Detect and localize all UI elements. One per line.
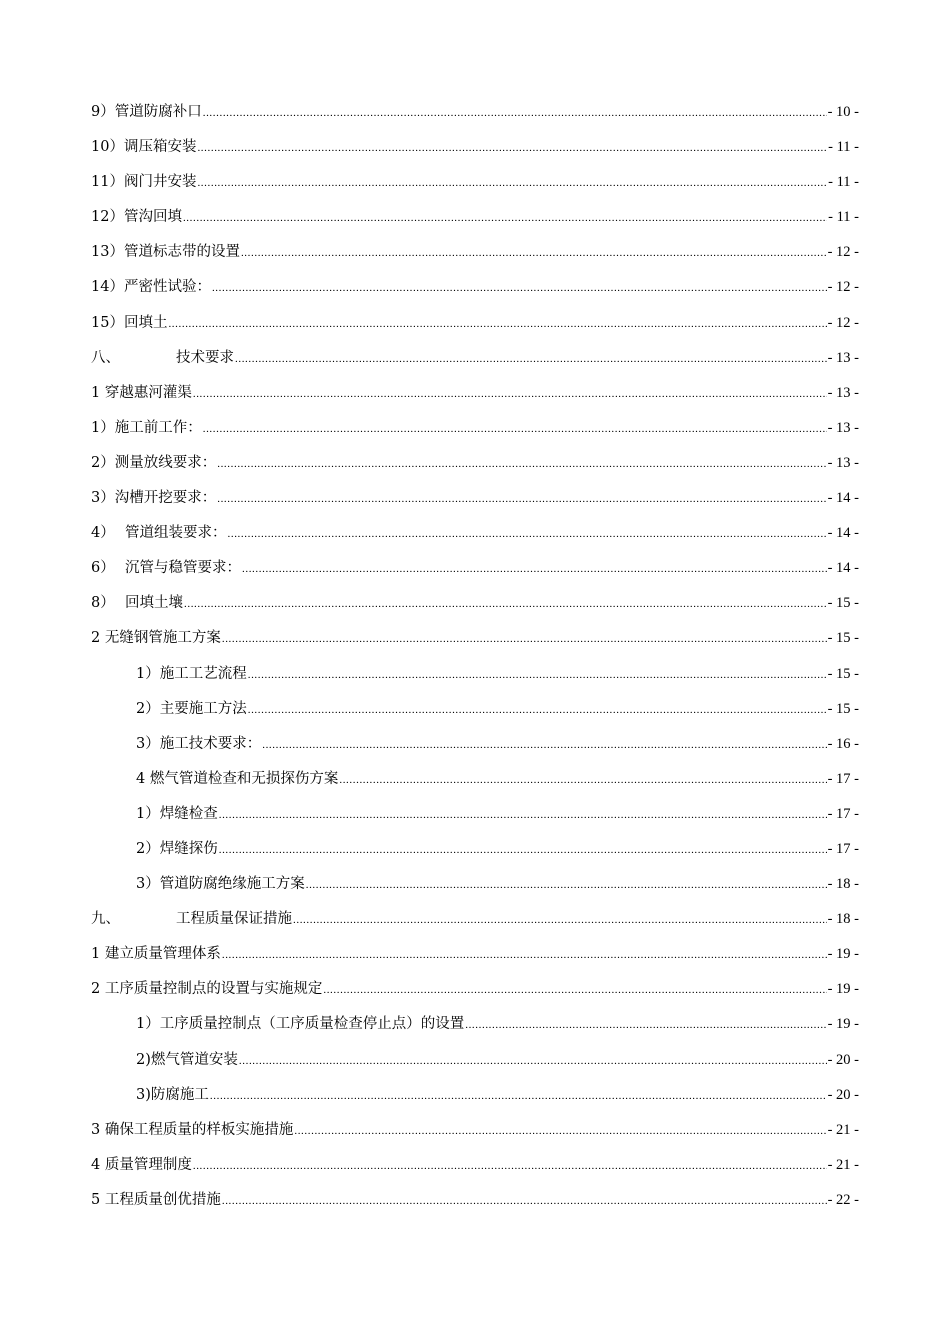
- toc-page-number: - 15 -: [827, 630, 859, 647]
- toc-entry[interactable]: [91, 558, 859, 593]
- toc-page-number: - 22 -: [827, 1191, 859, 1208]
- toc-entry[interactable]: [91, 593, 859, 628]
- toc-entry-indented[interactable]: [91, 664, 859, 699]
- toc-dot-leader: [248, 665, 827, 685]
- toc-dot-leader: [242, 559, 827, 579]
- toc-entry[interactable]: [91, 277, 859, 312]
- toc-entry-indented[interactable]: [91, 699, 859, 734]
- toc-entry-title: 八、 技术要求: [91, 349, 234, 366]
- toc-page-number: - 14 -: [827, 490, 859, 507]
- toc-entry-title: 1）工序质量控制点（工序质量检查停止点）的设置: [136, 1016, 465, 1033]
- toc-entry-title: 2)燃气管道安装: [136, 1051, 238, 1068]
- toc-entry-title: 3)防腐施工: [136, 1086, 209, 1103]
- toc-page-number: - 14 -: [827, 525, 859, 542]
- toc-page-number: - 17 -: [827, 840, 859, 857]
- toc-entry-title: 2）测量放线要求：: [91, 454, 217, 471]
- toc-entry[interactable]: [91, 172, 859, 207]
- toc-entry[interactable]: [91, 418, 859, 453]
- toc-page-number: - 12 -: [827, 314, 859, 331]
- toc-dot-leader: [203, 419, 827, 439]
- toc-entry-title: 4 燃气管道检查和无损探伤方案: [136, 770, 339, 787]
- toc-page-number: - 13 -: [827, 454, 859, 471]
- toc-dot-leader: [306, 875, 827, 895]
- toc-entry[interactable]: [91, 1155, 859, 1190]
- toc-entry-title: 6） 沉管与稳管要求：: [91, 560, 241, 577]
- toc-page-number: - 17 -: [827, 770, 859, 787]
- toc-dot-leader: [197, 173, 827, 193]
- toc-dot-leader: [222, 1191, 827, 1211]
- toc-entry[interactable]: [91, 102, 859, 137]
- toc-page-number: - 13 -: [827, 349, 859, 366]
- toc-dot-leader: [219, 805, 827, 825]
- toc-page-number: - 21 -: [827, 1156, 859, 1173]
- toc-dot-leader: [168, 314, 826, 334]
- toc-page-number: - 11 -: [828, 174, 859, 191]
- toc-entry[interactable]: [91, 488, 859, 523]
- toc-dot-leader: [248, 700, 827, 720]
- toc-dot-leader: [339, 770, 826, 790]
- toc-entry-title: 14）严密性试验：: [91, 279, 211, 296]
- toc-entry-title: 3）施工技术要求：: [136, 735, 262, 752]
- toc-dot-leader: [222, 629, 827, 649]
- toc-dot-leader: [293, 910, 827, 930]
- toc-page-number: - 19 -: [827, 1016, 859, 1033]
- toc-dot-leader: [465, 1015, 826, 1035]
- toc-entry[interactable]: [91, 313, 859, 348]
- toc-page-number: - 12 -: [827, 279, 859, 296]
- toc-entry-indented[interactable]: [91, 769, 859, 804]
- toc-page-number: - 19 -: [827, 981, 859, 998]
- toc-entry-title: 5 工程质量创优措施: [91, 1191, 221, 1208]
- toc-entry-title: 3）沟槽开挖要求：: [91, 490, 217, 507]
- toc-page-number: - 11 -: [828, 139, 859, 156]
- toc-entry-title: 11）阀门井安装: [91, 174, 197, 191]
- toc-entry-title: 10）调压箱安装: [91, 139, 197, 156]
- toc-entry[interactable]: [91, 979, 859, 1014]
- chapter-number: 八、: [91, 349, 120, 366]
- toc-dot-leader: [193, 1156, 827, 1176]
- toc-entry[interactable]: [91, 207, 859, 242]
- toc-entry-title: 1）焊缝检查: [136, 805, 218, 822]
- table-of-contents: [91, 102, 859, 1225]
- toc-page-number: - 11 -: [828, 209, 859, 226]
- toc-dot-leader: [197, 138, 827, 158]
- toc-page-number: - 14 -: [827, 560, 859, 577]
- toc-dot-leader: [217, 454, 826, 474]
- toc-dot-leader: [222, 945, 827, 965]
- toc-entry[interactable]: [91, 137, 859, 172]
- toc-entry-title: 九、 工程质量保证措施: [91, 911, 292, 928]
- toc-page-number: - 10 -: [827, 104, 859, 120]
- toc-entry[interactable]: [91, 242, 859, 277]
- toc-page-number: - 16 -: [827, 735, 859, 752]
- toc-page-number: - 18 -: [827, 876, 859, 893]
- toc-entry-title: 3）管道防腐绝缘施工方案: [136, 876, 305, 893]
- toc-dot-leader: [228, 524, 827, 544]
- toc-entry-title: 4） 管道组装要求：: [91, 525, 227, 542]
- toc-entry-indented[interactable]: [91, 1050, 859, 1085]
- toc-entry-indented[interactable]: [91, 839, 859, 874]
- toc-dot-leader: [239, 1051, 827, 1071]
- toc-entry-title: 1）施工前工作：: [91, 419, 202, 436]
- toc-entry-title: 4 质量管理制度: [91, 1156, 192, 1173]
- toc-entry-title: 9）管道防腐补口: [91, 104, 202, 120]
- toc-dot-leader: [219, 840, 827, 860]
- toc-page-number: - 13 -: [827, 384, 859, 401]
- toc-entry-title: 3 确保工程质量的样板实施措施: [91, 1121, 294, 1138]
- toc-dot-leader: [235, 349, 827, 369]
- toc-dot-leader: [193, 384, 827, 404]
- toc-entry-title: 12）管沟回填: [91, 209, 182, 226]
- toc-dot-leader: [217, 489, 826, 509]
- toc-entry-title: 2）焊缝探伤: [136, 840, 218, 857]
- toc-dot-leader: [184, 594, 827, 614]
- toc-page-number: - 13 -: [827, 419, 859, 436]
- toc-entry[interactable]: [91, 453, 859, 488]
- toc-page-number: - 12 -: [827, 244, 859, 261]
- toc-entry[interactable]: [91, 1190, 859, 1225]
- toc-entry-indented[interactable]: [91, 1085, 859, 1120]
- toc-entry-indented[interactable]: [91, 734, 859, 769]
- toc-entry-title: 1 穿越惠河灌渠: [91, 384, 192, 401]
- toc-page-number: - 18 -: [827, 911, 859, 928]
- toc-entry-chapter[interactable]: [91, 909, 859, 944]
- toc-entry-title: 2 无缝钢管施工方案: [91, 630, 221, 647]
- toc-entry[interactable]: [91, 1120, 859, 1155]
- toc-entry-title: 2 工序质量控制点的设置与实施规定: [91, 981, 323, 998]
- toc-entry-title: 2）主要施工方法: [136, 700, 247, 717]
- toc-page-number: - 15 -: [827, 595, 859, 612]
- toc-dot-leader: [212, 278, 827, 298]
- toc-entry-indented[interactable]: [91, 874, 859, 909]
- toc-page-number: - 19 -: [827, 946, 859, 963]
- toc-page-number: - 20 -: [827, 1086, 859, 1103]
- toc-dot-leader: [323, 980, 826, 1000]
- toc-entry[interactable]: [91, 628, 859, 663]
- toc-entry-title: 1）施工工艺流程: [136, 665, 247, 682]
- toc-page-number: - 21 -: [827, 1121, 859, 1138]
- toc-entry-indented[interactable]: [91, 804, 859, 839]
- toc-entry[interactable]: [91, 523, 859, 558]
- toc-entry-indented[interactable]: [91, 1014, 859, 1049]
- toc-entry-title: 8） 回填土壤: [91, 595, 183, 612]
- toc-dot-leader: [210, 1086, 827, 1106]
- toc-page-number: - 20 -: [827, 1051, 859, 1068]
- toc-entry-title: 13）管道标志带的设置: [91, 244, 240, 261]
- toc-dot-leader: [203, 103, 827, 123]
- toc-dot-leader: [294, 1121, 826, 1141]
- toc-dot-leader: [241, 243, 827, 263]
- toc-entry[interactable]: [91, 383, 859, 418]
- toc-page-number: - 15 -: [827, 700, 859, 717]
- toc-entry-chapter[interactable]: [91, 348, 859, 383]
- toc-dot-leader: [183, 208, 827, 228]
- toc-page-number: - 15 -: [827, 665, 859, 682]
- chapter-number: 九、: [91, 911, 120, 928]
- toc-page-number: - 17 -: [827, 805, 859, 822]
- toc-dot-leader: [262, 735, 826, 755]
- toc-entry-title: 15）回填土: [91, 314, 168, 331]
- toc-entry-title: 1 建立质量管理体系: [91, 946, 221, 963]
- toc-entry[interactable]: [91, 944, 859, 979]
